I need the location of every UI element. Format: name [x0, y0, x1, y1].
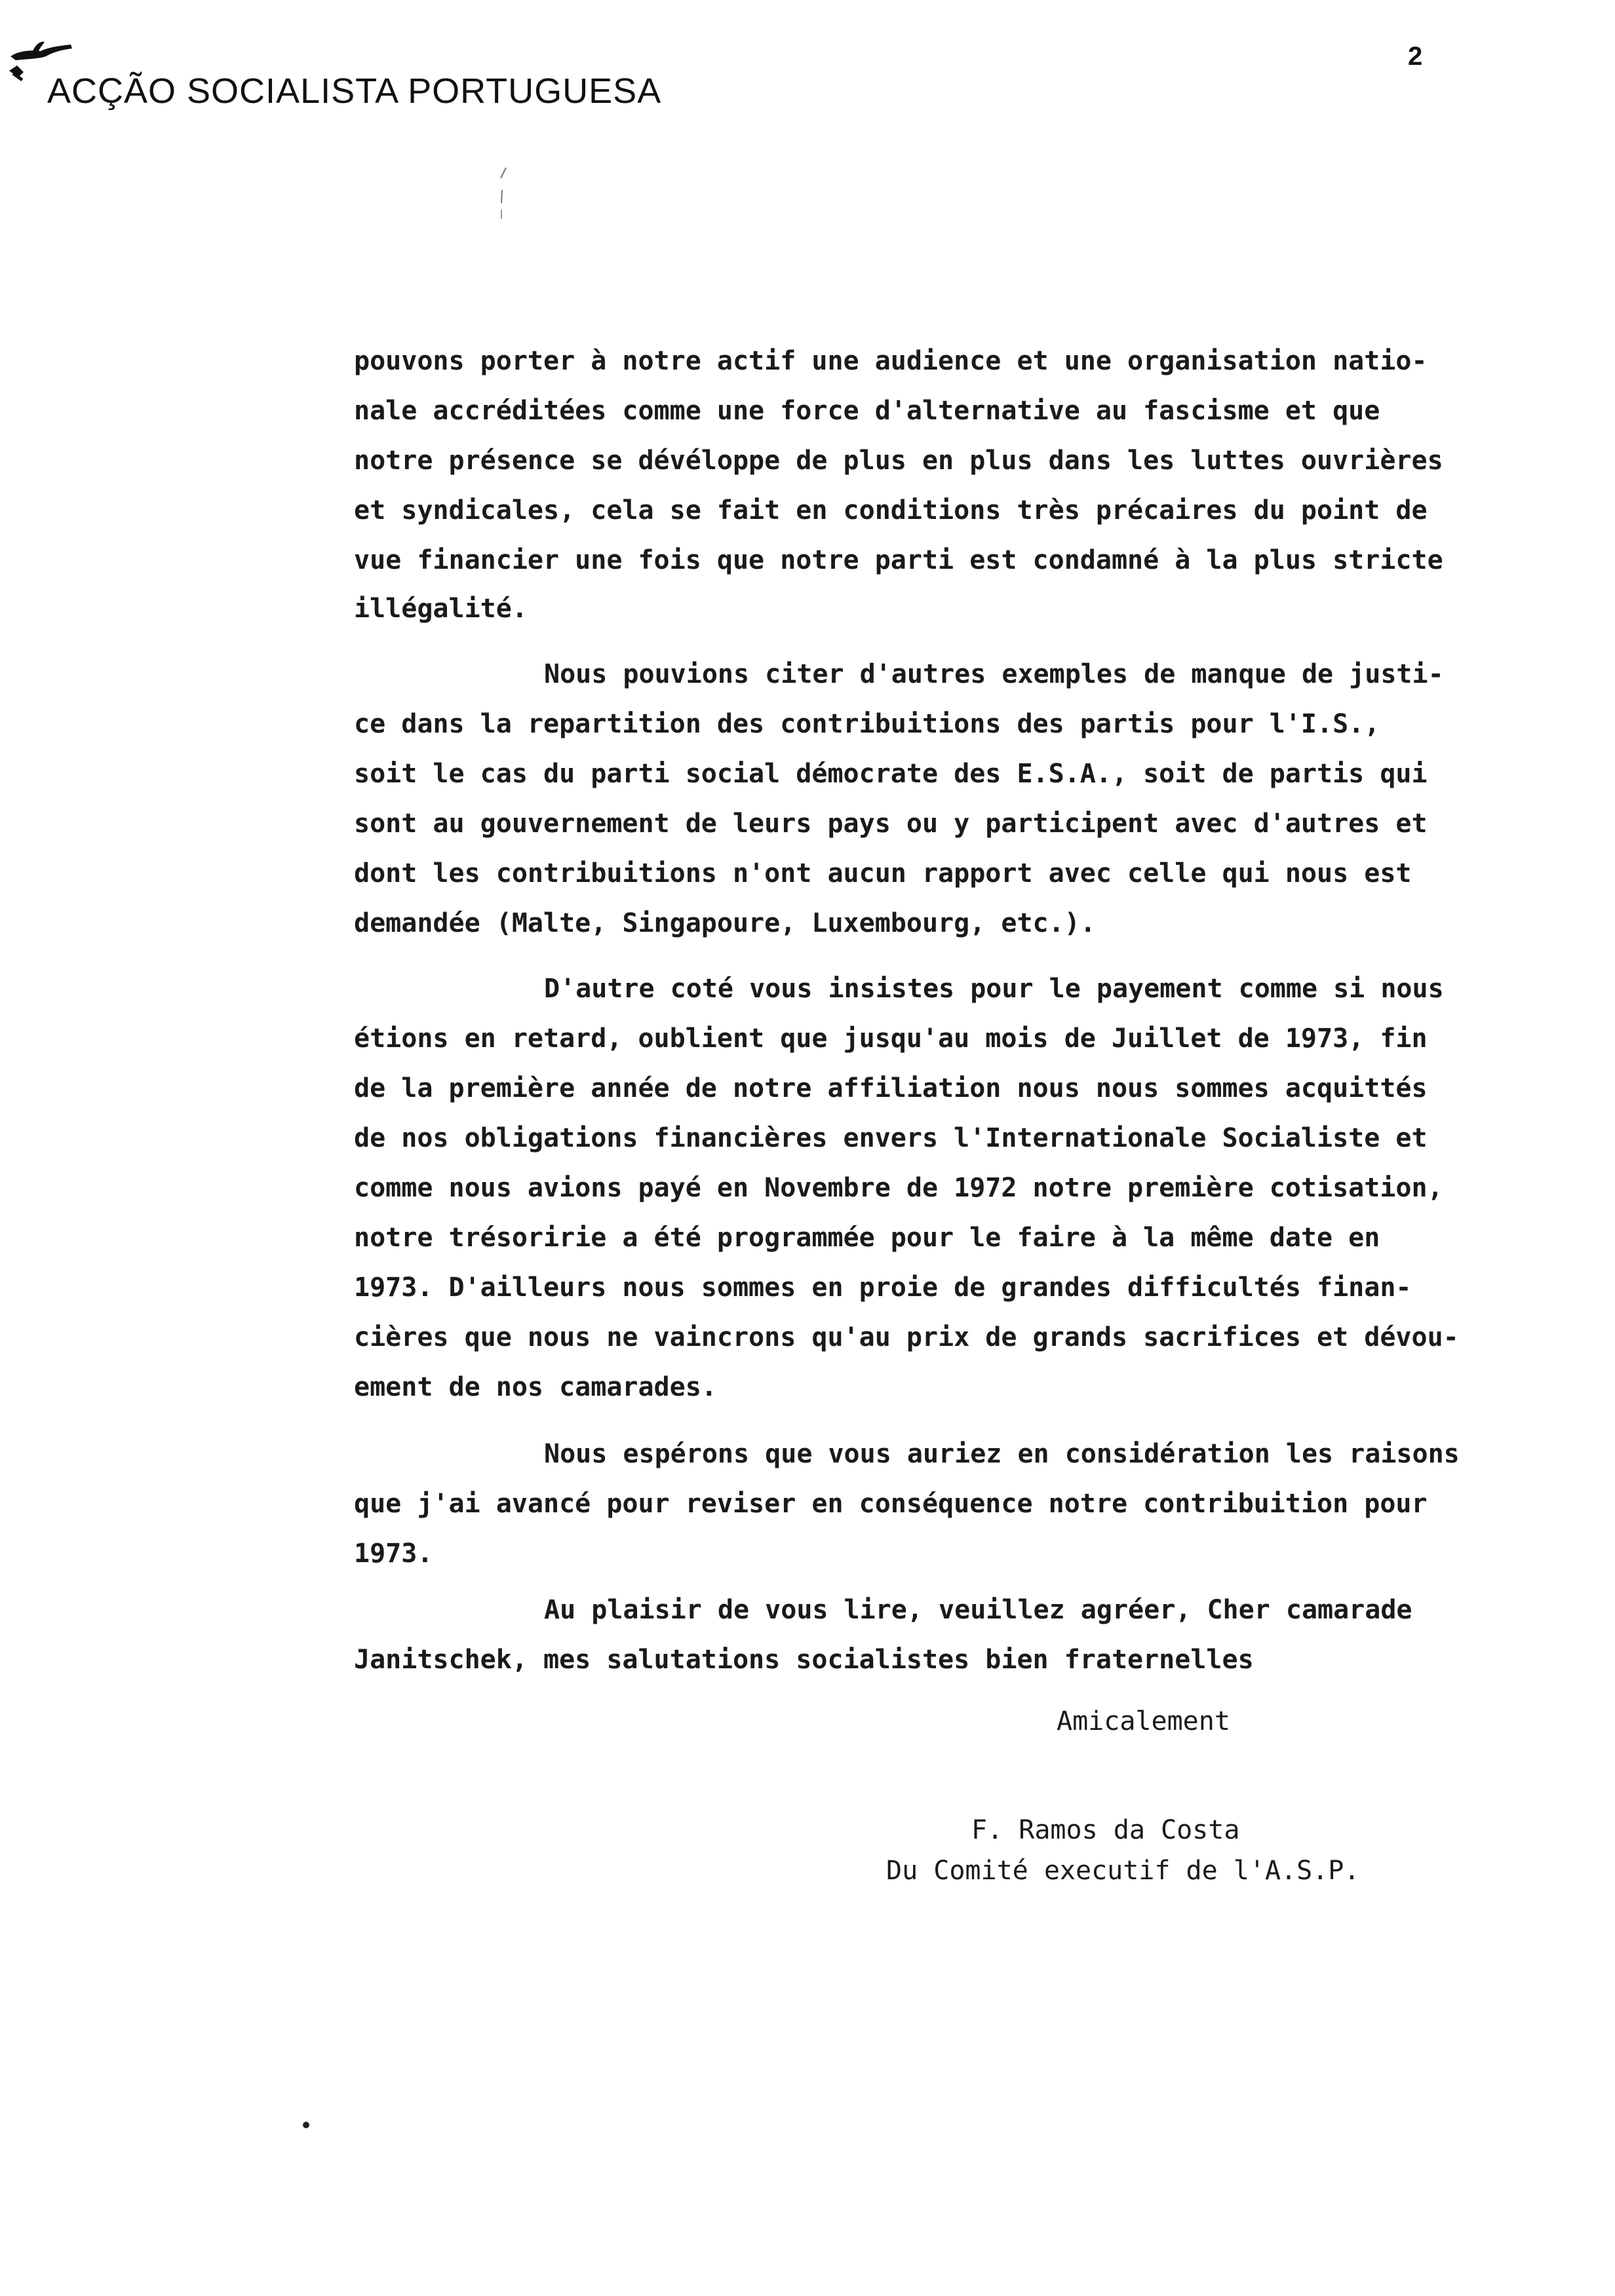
body-line: Au plaisir de vous lire, veuillez agréer, Cher camarade [544, 1595, 1412, 1625]
body-line: sont au gouvernement de leurs pays ou y participent avec d'autres et [354, 809, 1428, 839]
body-line: D'autre coté vous insistes pour le payement comme si nous [544, 974, 1444, 1004]
body-line: Nous pouvions citer d'autres exemples de manque de justi- [544, 659, 1444, 689]
body-line: et syndicales, cela se fait en conditions très précaires du point de [354, 495, 1428, 526]
body-line: Nous espérons que vous auriez en considération les raisons [544, 1439, 1460, 1469]
body-line: dont les contribuitions n'ont aucun rapport avec celle qui nous est [354, 858, 1412, 889]
body-line: étions en retard, oublient que jusqu'au mois de Juillet de 1973, fin [354, 1024, 1428, 1054]
body-line: pouvons porter à notre actif une audience et une organisation natio- [354, 346, 1428, 376]
body-line: comme nous avions payé en Novembre de 1972 notre première cotisation, [354, 1173, 1443, 1203]
body-line: ce dans la repartition des contribuitions des partis pour l'I.S., [354, 709, 1380, 739]
body-line: 1973. [354, 1539, 433, 1569]
body-line: demandée (Malte, Singapoure, Luxembourg, etc.). [354, 908, 1096, 938]
body-line: cières que nous ne vaincrons qu'au prix de grands sacrifices et dévou- [354, 1322, 1459, 1352]
closing-salutation: Amicalement [1057, 1706, 1230, 1736]
body-line: soit le cas du parti social démocrate des E.S.A., soit de partis qui [354, 759, 1428, 789]
pen-scratch-mark [496, 164, 511, 223]
body-line: Janitschek, mes salutations socialistes bien fraternelles [354, 1645, 1254, 1675]
organization-name: ACÇÃO SOCIALISTA PORTUGUESA [47, 71, 662, 111]
stray-mark [303, 2122, 309, 2128]
body-line: de nos obligations financières envers l'Internationale Socialiste et [354, 1123, 1428, 1153]
body-line: 1973. D'ailleurs nous sommes en proie de grandes difficultés finan- [354, 1272, 1412, 1303]
signatory-name: F. Ramos da Costa [971, 1815, 1240, 1845]
body-line: notre présence se dévéloppe de plus en plus dans les luttes ouvrières [354, 446, 1443, 476]
signatory-title: Du Comité executif de l'A.S.P. [886, 1856, 1360, 1886]
body-line: que j'ai avancé pour reviser en conséquence notre contribuition pour [354, 1489, 1428, 1519]
body-line: de la première année de notre affiliation nous nous sommes acquittés [354, 1073, 1428, 1103]
body-line: ement de nos camarades. [354, 1372, 717, 1402]
body-line: vue financier une fois que notre parti est condamné à la plus stricte [354, 545, 1443, 575]
body-line: notre trésoririe a été programmée pour le faire à la même date en [354, 1223, 1380, 1253]
body-line: illégalité. [354, 594, 528, 624]
body-line: nale accréditées comme une force d'alternative au fascisme et que [354, 396, 1380, 426]
page-number: 2 [1408, 42, 1423, 71]
